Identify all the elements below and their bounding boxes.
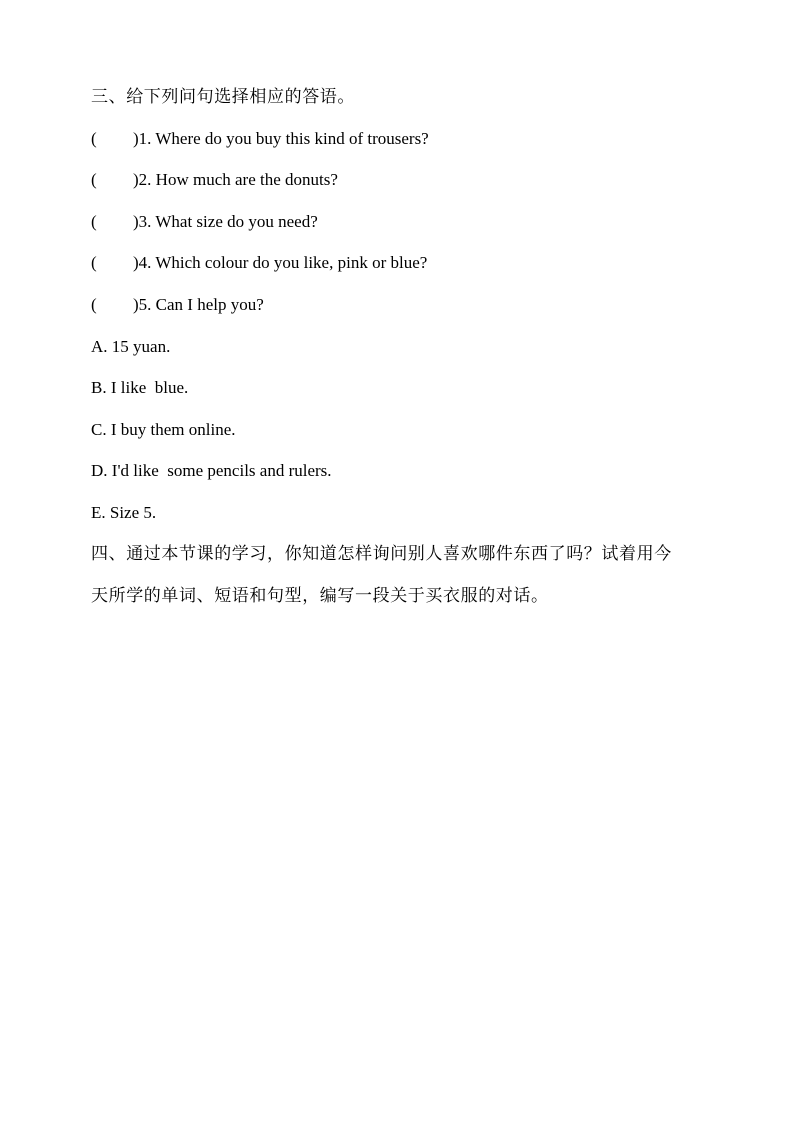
answer-option-e: E. Size 5. [91, 503, 157, 522]
section-4-heading-line-2: 天所学的单词、短语和句型，编写一段关于买衣服的对话。 [91, 586, 549, 606]
question-text: 3. What size do you need? [138, 212, 318, 231]
answer-blank-open: ( [91, 253, 97, 272]
question-text: 5. Can I help you? [138, 295, 264, 314]
section-3-heading: 三、给下列问句选择相应的答语。 [91, 87, 355, 107]
answer-option-d: D. I'd like some pencils and rulers. [91, 461, 332, 480]
question-2 [91, 169, 338, 191]
question-text: 1. Where do you buy this kind of trousers? [138, 129, 429, 148]
question-3 [91, 211, 318, 233]
answer-blank-close: ) [133, 129, 139, 148]
answer-blank-open: ( [91, 295, 97, 314]
question-text: 2. How much are the donuts? [138, 170, 338, 189]
answer-blank-close: ) [133, 253, 139, 272]
answer-option-a: A. 15 yuan. [91, 337, 171, 356]
question-1 [91, 128, 429, 150]
answer-blank-open: ( [91, 129, 97, 148]
answer-blank-close: ) [133, 295, 139, 314]
section-4-heading-line-1: 四、通过本节课的学习，你知道怎样询问别人喜欢哪件东西了吗？试着用今 [91, 544, 672, 564]
answer-option-b: B. I like blue. [91, 378, 189, 397]
answer-blank-close: ) [133, 170, 139, 189]
question-5 [91, 294, 264, 316]
answer-blank-close: ) [133, 212, 139, 231]
answer-blank-open: ( [91, 212, 97, 231]
answer-option-c: C. I buy them online. [91, 420, 236, 439]
question-text: 4. Which colour do you like, pink or blue? [138, 253, 428, 272]
question-4 [91, 252, 427, 274]
answer-blank-open: ( [91, 170, 97, 189]
